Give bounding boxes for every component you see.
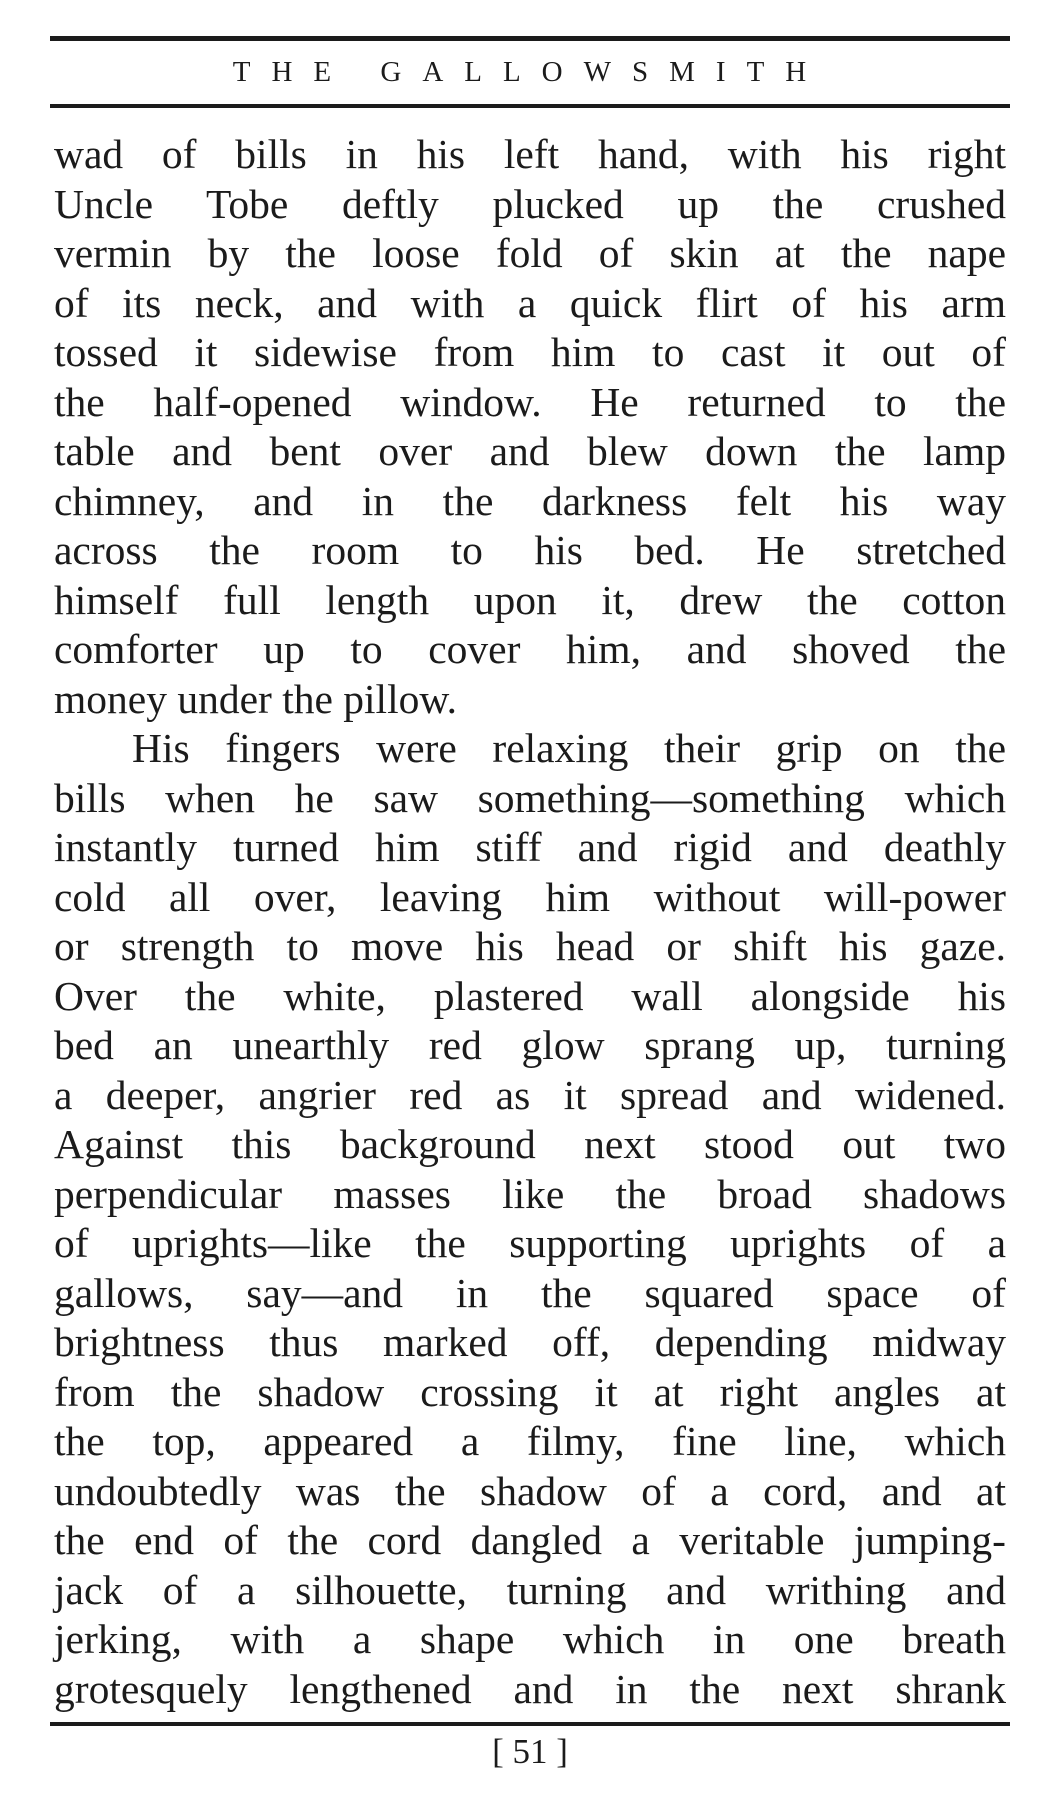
text-line: comforter up to cover him, and shoved the [54, 626, 1006, 672]
bottom-rule [50, 1722, 1010, 1726]
text-line: money under the pillow. [54, 675, 458, 722]
text-line: chimney, and in the darkness felt his way [54, 477, 1006, 524]
running-title: THE GALLOWSMITH [232, 56, 828, 88]
text-line: grotesquely lengthened and in the next shrank [54, 1665, 1006, 1712]
page-number: [ 51 ] [492, 1732, 568, 1771]
text-line: jerking, with a shape which in one breath [54, 1616, 1006, 1662]
text-line: table and bent over and blew down the lamp [54, 428, 1006, 474]
text-line: bed an unearthly red glow sprang up, turning [54, 1022, 1006, 1068]
text-line: of uprights—like the supporting uprights of a [54, 1220, 1006, 1266]
text-line: bills when he saw something—something which [54, 774, 1006, 821]
text-line: across the room to his bed. He stretched [54, 527, 1006, 573]
text-line: Against this background next stood out two [54, 1121, 1006, 1167]
text-line: instantly turned him stiff and rigid and deathly [54, 824, 1006, 870]
text-line: Over the white, plastered wall alongside his [54, 972, 1006, 1019]
text-line: wad of bills in his left hand, with his right [54, 131, 1006, 177]
text-line: Uncle Tobe deftly plucked up the crushed [54, 180, 1006, 227]
text-line: himself full length upon it, drew the cotton [54, 576, 1006, 623]
text-line: cold all over, leaving him without will-power [54, 873, 1006, 920]
text-line: undoubtedly was the shadow of a cord, and at [54, 1467, 1006, 1514]
text-line: jack of a silhouette, turning and writhing and [54, 1566, 1006, 1613]
text-line: perpendicular masses like the broad shadows [54, 1170, 1006, 1217]
text-line: brightness thus marked off, depending midway [54, 1319, 1006, 1365]
text-line: a deeper, angrier red as it spread and widened. [54, 1071, 1006, 1118]
text-line: the end of the cord dangled a veritable jumping- [54, 1517, 1006, 1563]
text-line: tossed it sidewise from him to cast it out of [54, 329, 1006, 375]
text-line: His fingers were relaxing their grip on the [132, 725, 1006, 771]
top-rule [50, 36, 1010, 41]
text-line: or strength to move his head or shift his gaze. [54, 923, 1006, 969]
text-line: gallows, say—and in the squared space of [54, 1269, 1006, 1316]
text-line: of its neck, and with a quick flirt of his arm [54, 279, 1006, 326]
text-line: the top, appeared a filmy, fine line, which [54, 1418, 1006, 1464]
text-line: the half-opened window. He returned to the [54, 378, 1006, 425]
text-line: vermin by the loose fold of skin at the nape [54, 230, 1006, 276]
text-line: from the shadow crossing it at right angles at [54, 1368, 1006, 1415]
header-rule [50, 104, 1010, 108]
body-text [54, 130, 1006, 1714]
